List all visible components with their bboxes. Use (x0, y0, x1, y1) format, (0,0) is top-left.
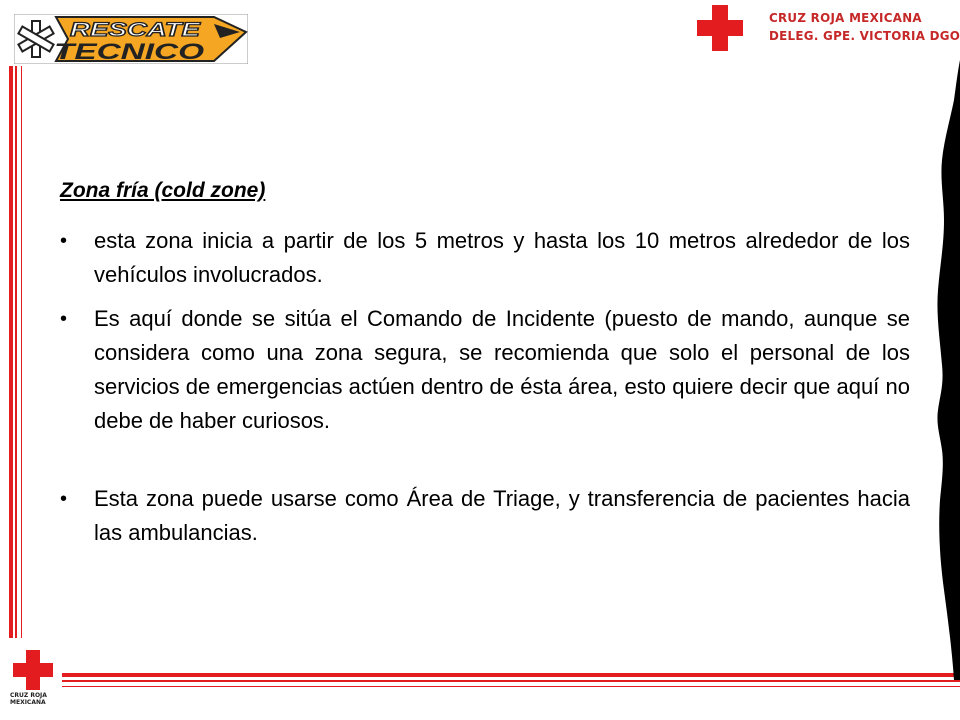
cruz-roja-header-text (769, 9, 960, 45)
bottom-border-line (62, 686, 960, 687)
slide-title: Zona fría (cold zone) (60, 179, 266, 202)
bottom-border-line (62, 673, 960, 677)
cruz-roja-footer-logo (10, 650, 56, 710)
rescate-tecnico-logo (14, 14, 248, 64)
list-item: • Es aquí donde se sitúa el Comando de Incidente (puesto de mando, aunque se considera como una zona segura, se recomienda que solo el personal de los servicios de emergencias actúen dentro de ésta área, esto quiere decir que aquí no debe de haber curiosos. (60, 302, 910, 438)
person-silhouette-image (914, 60, 960, 680)
list-item: • Esta zona puede usarse como Área de Triage, y transferencia de pacientes hacia las ambulancias. (60, 482, 910, 550)
slide-content (60, 178, 910, 550)
left-border-line (21, 66, 22, 638)
logo-rescate-line1: RESCATE (70, 20, 202, 41)
left-border-line (9, 66, 13, 638)
footer-logo-line2: MEXICANA (10, 699, 46, 706)
red-cross-icon (697, 5, 743, 51)
logo-rescate-line2: TECNICO (54, 39, 204, 64)
bottom-border-line (62, 680, 960, 682)
left-border-line (15, 66, 17, 638)
list-item: • esta zona inicia a partir de los 5 metros y hasta los 10 metros alrededor de los vehículos involucrados. (60, 224, 910, 292)
cruz-roja-header-logo (697, 5, 960, 51)
bullet-list (60, 224, 910, 550)
cruz-roja-header-line2: DELEG. GPE. VICTORIA DGO (769, 28, 960, 43)
footer-logo-line1: CRUZ ROJA (10, 692, 47, 699)
cruz-roja-header-line1: CRUZ ROJA MEXICANA (769, 10, 922, 25)
cruz-roja-footer-text (10, 692, 56, 706)
red-cross-icon (13, 650, 53, 690)
